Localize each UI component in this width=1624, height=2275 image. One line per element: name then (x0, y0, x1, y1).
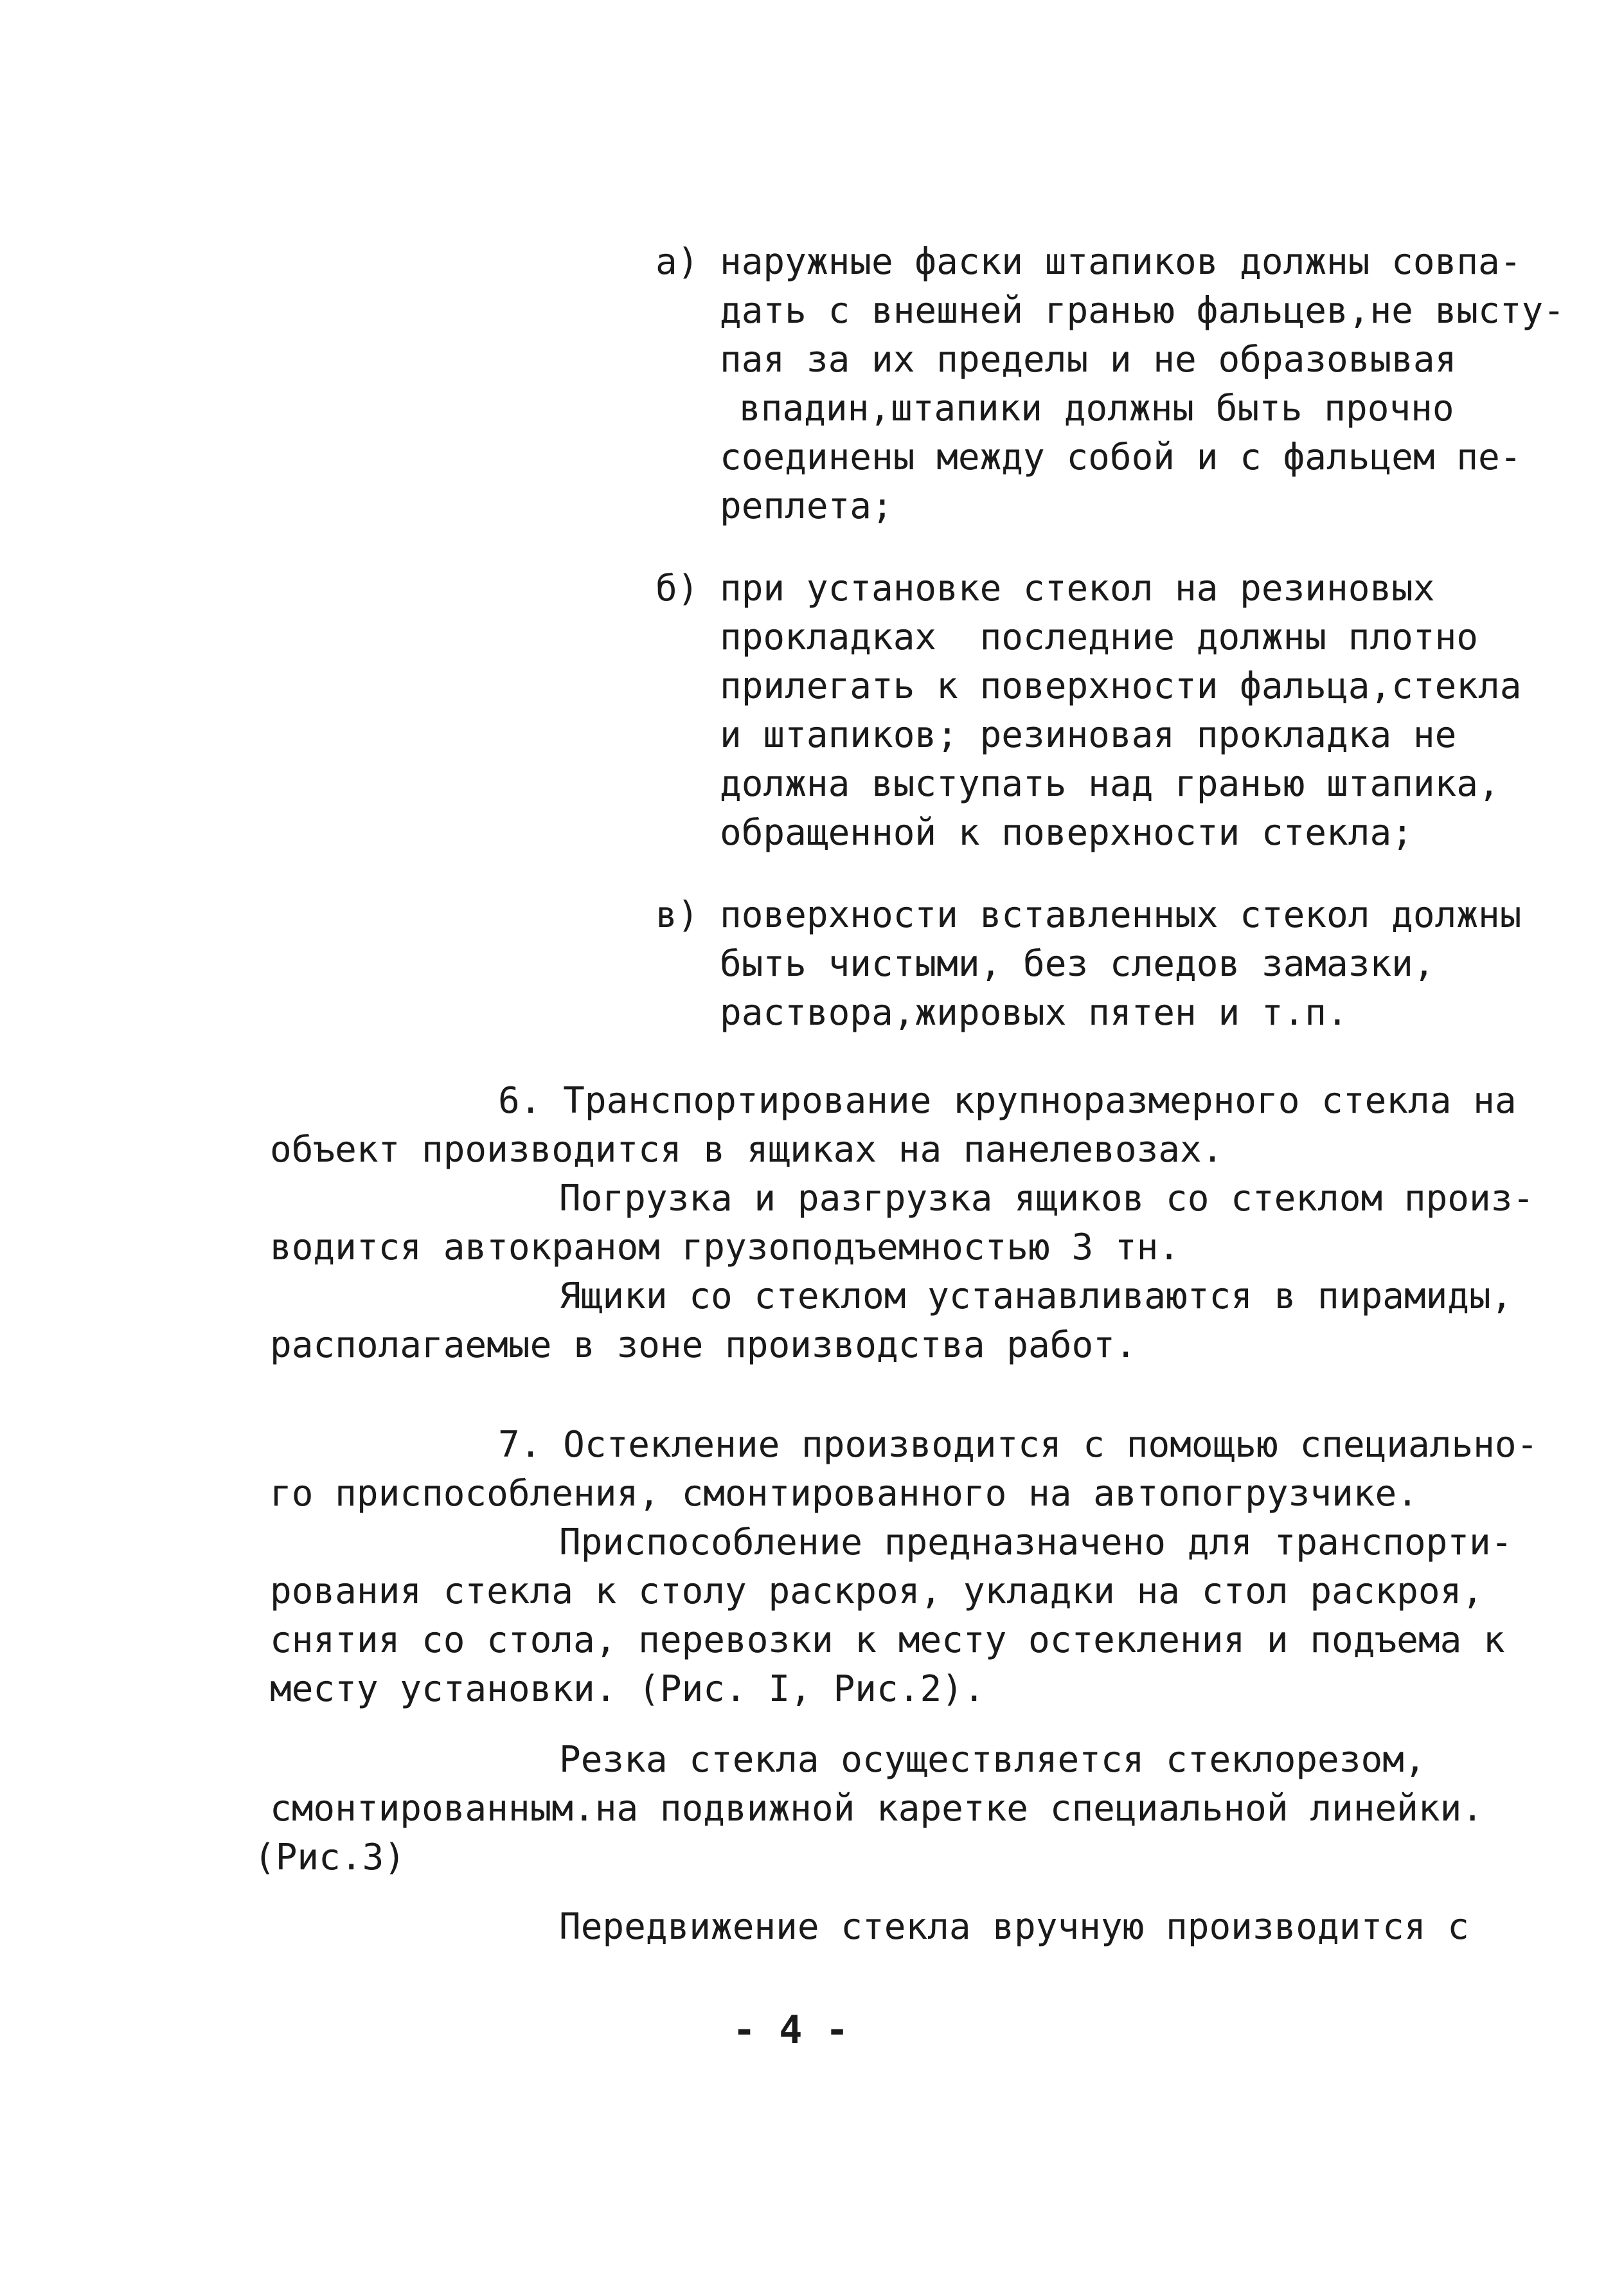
section-7-line-3: Приспособление предназначено для транспорти- (559, 1522, 1513, 1563)
item-c-line-3: раствора,жировых пятен и т.п. (720, 992, 1348, 1034)
page-number: - 4 - (733, 2008, 849, 2053)
item-c-marker: в) (656, 894, 699, 936)
item-c-line-1: поверхности вставленных стекол должны (720, 894, 1522, 936)
section-6-line-2: объект производится в ящиках на панелевозах. (270, 1129, 1224, 1171)
item-a-line-4: впадин,штапики должны быть прочно (739, 388, 1454, 429)
item-a-line-5: соединены между собой и с фальцем пе- (720, 436, 1522, 478)
section-7-line-7: Резка стекла осуществляется стеклорезом, (559, 1739, 1426, 1781)
item-a-line-6: реплета; (720, 485, 893, 527)
item-a-marker: а) (656, 241, 699, 283)
item-b-marker: б) (656, 568, 699, 609)
section-7-line-9: (Рис.3) (254, 1837, 406, 1878)
section-7-line-1: 7. Остекление производится с помощью специально- (498, 1424, 1539, 1466)
item-b-line-3: прилегать к поверхности фальца,стекла (720, 665, 1522, 707)
item-c-line-2: быть чистыми, без следов замазки, (720, 943, 1435, 985)
section-7-line-6: месту установки. (Рис. I, Рис.2). (270, 1668, 985, 1710)
section-7-line-5: снятия со стола, перевозки к месту остекления и подъема к (270, 1619, 1505, 1661)
section-6-line-1: 6. Транспортирование крупноразмерного стекла на (498, 1080, 1517, 1122)
section-6-line-6: располагаемые в зоне производства работ. (270, 1324, 1137, 1366)
section-6-line-3: Погрузка и разгрузка ящиков со стеклом произ- (559, 1178, 1535, 1219)
item-a-line-2: дать с внешней гранью фальцев,не высту- (720, 290, 1565, 332)
section-7-line-2: го приспособления, смонтированного на автопогрузчике. (270, 1473, 1418, 1515)
item-a-line-3: пая за их пределы и не образовывая (720, 339, 1457, 381)
item-b-line-2: прокладках последние должны плотно (720, 616, 1479, 658)
section-6-line-4: водится автокраном грузоподъемностью 3 тн. (270, 1227, 1181, 1268)
section-7-line-8: смонтированным.на подвижной каретке специальной линейки. (270, 1788, 1484, 1830)
section-7-line-10: Передвижение стекла вручную производится с (559, 1906, 1470, 1948)
item-b-line-6: обращенной к поверхности стекла; (720, 812, 1413, 854)
section-6-line-5: Ящики со стеклом устанавливаются в пирамиды, (559, 1275, 1513, 1317)
item-b-line-1: при установке стекол на резиновых (720, 568, 1435, 609)
item-a-line-1: наружные фаски штапиков должны совпа- (720, 241, 1522, 283)
item-b-line-4: и штапиков; резиновая прокладка не (720, 714, 1457, 756)
section-7-line-4: рования стекла к столу раскроя, укладки на стол раскроя, (270, 1570, 1484, 1612)
item-b-line-5: должна выступать над гранью штапика, (720, 763, 1500, 805)
